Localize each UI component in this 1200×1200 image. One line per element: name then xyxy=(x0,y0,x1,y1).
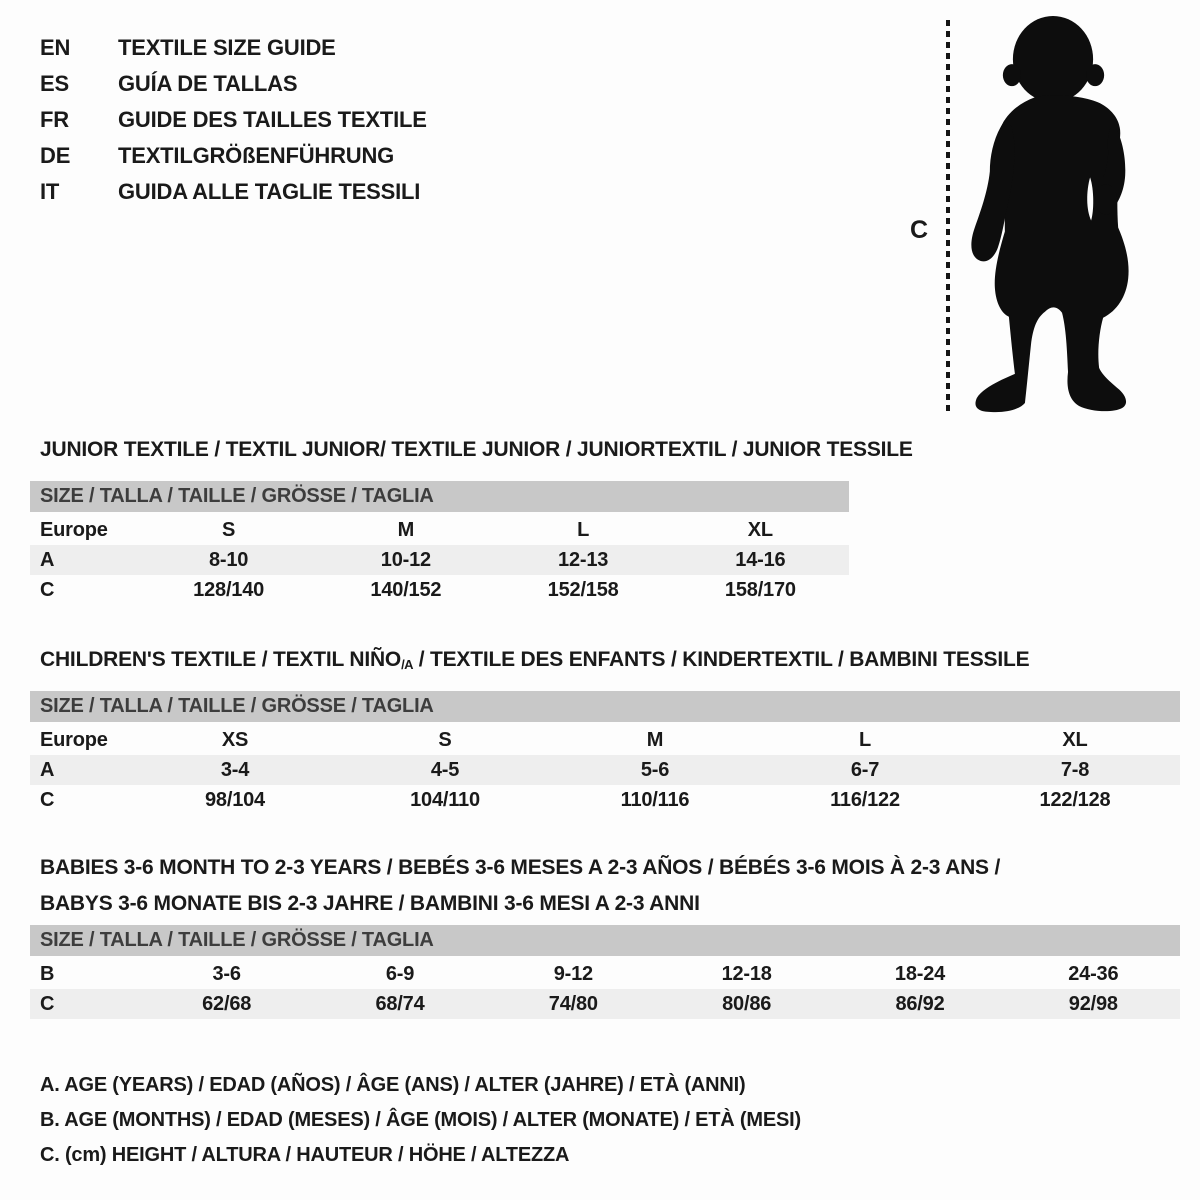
row-label-cell: C xyxy=(40,788,55,811)
size-cell: 12-18 xyxy=(721,962,772,985)
size-cell: 14-16 xyxy=(735,548,786,571)
language-row-fr xyxy=(40,102,427,138)
language-label: GUIDA ALLE TAGLIE TESSILI xyxy=(118,179,421,204)
language-row-it xyxy=(40,174,427,210)
size-cell: 12-13 xyxy=(558,548,609,571)
junior-size-table xyxy=(30,481,849,605)
measurement-legend xyxy=(40,1068,801,1173)
table-row xyxy=(30,989,1180,1019)
size-cell: L xyxy=(858,728,872,751)
language-label: GUIDE DES TAILLES TEXTILE xyxy=(118,107,427,132)
language-label: GUÍA DE TALLAS xyxy=(118,71,298,96)
table-row xyxy=(30,515,849,545)
size-cell: 158/170 xyxy=(724,578,796,601)
size-cell: 6-7 xyxy=(850,758,880,781)
size-cell: 4-5 xyxy=(430,758,460,781)
size-header-bar: SIZE / TALLA / TAILLE / GRÖSSE / TAGLIA xyxy=(30,481,849,512)
size-cell: L xyxy=(577,518,590,541)
size-cell: XS xyxy=(221,728,249,751)
size-cell: 24-36 xyxy=(1068,962,1119,985)
legend-line-c: C. (cm) HEIGHT / ALTURA / HAUTEUR / HÖHE / ALTEZZA xyxy=(40,1144,570,1166)
children-section-title xyxy=(40,648,1029,672)
size-cell: 92/98 xyxy=(1068,992,1118,1015)
language-row-es xyxy=(40,66,427,102)
size-cell: 6-9 xyxy=(385,962,415,985)
size-cell: 68/74 xyxy=(375,992,425,1015)
children-title-sub: /A xyxy=(401,657,414,672)
size-cell: 74/80 xyxy=(548,992,598,1015)
legend-line-a: A. AGE (YEARS) / EDAD (AÑOS) / ÂGE (ANS) / ALTER (JAHRE) / ETÀ (ANNI) xyxy=(40,1074,746,1096)
language-row-de xyxy=(40,138,427,174)
language-code: FR xyxy=(40,107,69,132)
row-label-cell: Europe xyxy=(40,518,108,541)
table-row xyxy=(30,725,1180,755)
size-cell: XL xyxy=(747,518,773,541)
row-label-cell: Europe xyxy=(40,728,108,751)
size-cell: 98/104 xyxy=(205,788,265,811)
language-code: DE xyxy=(40,143,71,168)
size-cell: 128/140 xyxy=(193,578,265,601)
row-label-cell: B xyxy=(40,962,55,985)
size-cell: 18-24 xyxy=(894,962,946,985)
language-label: TEXTILE SIZE GUIDE xyxy=(118,35,336,60)
size-cell: 152/158 xyxy=(547,578,619,601)
size-cell: 7-8 xyxy=(1060,758,1090,781)
children-title-rest: / TEXTILE DES ENFANTS / KINDERTEXTIL / BAMBINI TESSILE xyxy=(413,648,1030,671)
toddler-silhouette-image xyxy=(966,13,1138,419)
size-cell: 9-12 xyxy=(553,962,593,985)
size-header-bar: SIZE / TALLA / TAILLE / GRÖSSE / TAGLIA xyxy=(30,925,1180,956)
babies-section-title xyxy=(40,850,1000,922)
babies-title-line2: BABYS 3-6 MONATE BIS 2-3 JAHRE / BAMBINI 3-6 MESI A 2-3 ANNI xyxy=(40,892,700,915)
language-list xyxy=(40,30,427,210)
table-row xyxy=(30,545,849,575)
size-cell: 122/128 xyxy=(1039,788,1111,811)
size-cell: 62/68 xyxy=(202,992,252,1015)
language-label: TEXTILGRÖßENFÜHRUNG xyxy=(118,143,395,168)
size-cell: 5-6 xyxy=(640,758,670,781)
table-row xyxy=(30,575,849,605)
measure-label-c: C xyxy=(910,216,928,244)
language-code: EN xyxy=(40,35,71,60)
row-label-cell: A xyxy=(40,548,55,571)
children-size-table xyxy=(30,691,1180,815)
size-cell: 3-6 xyxy=(212,962,241,985)
legend-line-b: B. AGE (MONTHS) / EDAD (MESES) / ÂGE (MOIS) / ALTER (MONATE) / ETÀ (MESI) xyxy=(40,1109,801,1131)
language-code: ES xyxy=(40,71,69,96)
children-title-main: CHILDREN'S TEXTILE / TEXTIL NIÑO xyxy=(40,648,402,671)
size-cell: XL xyxy=(1062,728,1088,751)
size-cell: M xyxy=(397,518,415,541)
size-cell: 86/92 xyxy=(895,992,945,1015)
size-cell: 110/116 xyxy=(620,788,690,811)
size-cell: S xyxy=(438,728,452,751)
height-measure-dashed-line xyxy=(946,20,950,416)
row-label-cell: C xyxy=(40,578,55,601)
row-label-cell: C xyxy=(40,992,55,1015)
language-row-en xyxy=(40,30,427,66)
language-code: IT xyxy=(40,179,60,204)
size-cell: 3-4 xyxy=(220,758,250,781)
size-cell: M xyxy=(646,728,664,751)
junior-section-title: JUNIOR TEXTILE / TEXTIL JUNIOR/ TEXTILE JUNIOR / JUNIORTEXTIL / JUNIOR TESSILE xyxy=(40,438,913,461)
size-cell: S xyxy=(222,518,236,541)
table-row xyxy=(30,755,1180,785)
size-header-bar: SIZE / TALLA / TAILLE / GRÖSSE / TAGLIA xyxy=(30,691,1180,722)
table-row xyxy=(30,785,1180,815)
size-cell: 116/122 xyxy=(830,788,900,811)
size-cell: 8-10 xyxy=(209,548,249,571)
size-cell: 80/86 xyxy=(722,992,772,1015)
babies-title-line1: BABIES 3-6 MONTH TO 2-3 YEARS / BEBÉS 3-6 MESES A 2-3 AÑOS / BÉBÉS 3-6 MOIS À 2-3 ANS / xyxy=(40,856,1001,879)
size-cell: 104/110 xyxy=(410,788,480,811)
row-label-cell: A xyxy=(40,758,55,781)
babies-size-table xyxy=(30,925,1180,1019)
size-cell: 140/152 xyxy=(370,578,442,601)
table-row xyxy=(30,959,1180,989)
size-cell: 10-12 xyxy=(380,548,431,571)
